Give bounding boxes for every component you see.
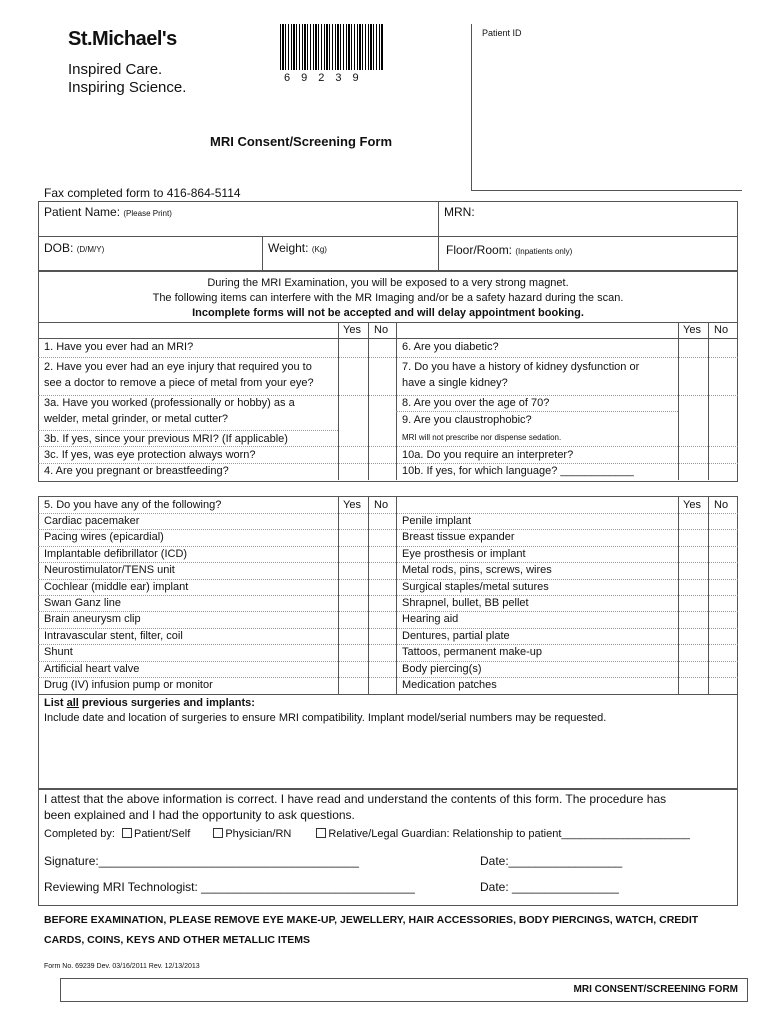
yes-header-right: Yes bbox=[683, 324, 701, 336]
implant-item-right: Breast tissue expander bbox=[402, 531, 515, 544]
yes-header-left: Yes bbox=[343, 324, 361, 336]
implant-item-right: Penile implant bbox=[402, 515, 472, 527]
no-header-implants-left: No bbox=[374, 499, 389, 511]
implant-row-divider bbox=[38, 513, 738, 514]
tagline-line2: Inspiring Science. bbox=[68, 79, 187, 96]
floor-room-field[interactable]: Floor/Room: (Inpatients only) bbox=[446, 243, 573, 257]
before-exam-line2: CARDS, COINS, KEYS AND OTHER METALLIC ITEMS bbox=[44, 934, 311, 946]
question-2-line1: 2. Have you ever had an eye injury that required you to bbox=[44, 361, 312, 373]
patient-id-label: Patient ID bbox=[482, 28, 522, 38]
question-9-note: MRI will not prescribe nor dispense sedation. bbox=[402, 433, 562, 442]
dob-field[interactable]: DOB: (D/M/Y) bbox=[44, 241, 105, 255]
technologist-date-field[interactable]: Date: ________________ bbox=[480, 880, 619, 894]
surgeries-note: Include date and location of surgeries to ensure MRI compatibility. Implant model/serial numbers may be requested. bbox=[44, 712, 607, 724]
implant-item-left: Cardiac pacemaker bbox=[44, 515, 140, 527]
question-3a-line2: welder, metal grinder, or metal cutter? bbox=[44, 413, 229, 425]
fax-instruction: Fax completed form to 416-864-5114 bbox=[44, 186, 241, 200]
implant-item-right: Hearing aid bbox=[402, 613, 459, 626]
implant-item-right: Shrapnel, bullet, BB pellet bbox=[402, 597, 529, 609]
implant-row-divider bbox=[38, 611, 738, 612]
implant-item-right: Dentures, partial plate bbox=[402, 629, 510, 642]
mrn-field[interactable]: MRN: bbox=[444, 205, 475, 219]
warning-line2: The following items can interfere with the MR Imaging and/or be a safety hazard during the scan. bbox=[152, 292, 624, 304]
implant-item-left: Neurostimulator/TENS unit bbox=[44, 564, 175, 577]
org-name: St.Michael's bbox=[68, 28, 177, 50]
attest-line2: been explained and I had the opportunity to ask questions. bbox=[44, 808, 355, 822]
implant-item-right: Surgical staples/metal sutures bbox=[402, 580, 549, 593]
no-header-right: No bbox=[714, 324, 729, 336]
implant-item-right: Eye prosthesis or implant bbox=[402, 547, 526, 560]
footer-title: MRI CONSENT/SCREENING FORM bbox=[573, 984, 738, 995]
implant-item-left: Drug (IV) infusion pump or monitor bbox=[44, 679, 213, 691]
question-8: 8. Are you over the age of 70? bbox=[402, 397, 550, 409]
warning-line1: During the MRI Examination, you will be exposed to a very strong magnet. bbox=[207, 277, 569, 289]
implant-row-divider bbox=[38, 529, 738, 530]
checkbox-icon[interactable] bbox=[213, 828, 223, 838]
question-10a: 10a. Do you require an interpreter? bbox=[402, 449, 574, 461]
implants-heading: 5. Do you have any of the following? bbox=[44, 499, 222, 511]
implant-row-divider bbox=[38, 677, 738, 678]
form-title: MRI Consent/Screening Form bbox=[210, 134, 393, 149]
implant-item-right: Medication patches bbox=[402, 679, 497, 691]
yes-header-implants-left: Yes bbox=[343, 499, 361, 511]
checkbox-icon[interactable] bbox=[122, 828, 132, 838]
relative-guardian-option[interactable]: Relative/Legal Guardian: Relationship to patient_____________________ bbox=[316, 828, 689, 840]
patient-id-box bbox=[471, 24, 742, 191]
weight-field[interactable]: Weight: (Kg) bbox=[268, 241, 327, 255]
implant-item-left: Shunt bbox=[44, 646, 73, 659]
question-9: 9. Are you claustrophobic? bbox=[402, 414, 532, 426]
implant-item-left: Intravascular stent, filter, coil bbox=[44, 629, 183, 642]
org-tagline bbox=[68, 61, 186, 97]
implant-row-divider bbox=[38, 595, 738, 596]
question-2-line2: see a doctor to remove a piece of metal from your eye? bbox=[44, 377, 314, 389]
no-header-implants-right: No bbox=[714, 499, 729, 511]
implant-item-left: Swan Ganz line bbox=[44, 597, 122, 609]
question-7-line2: have a single kidney? bbox=[402, 377, 508, 389]
yes-header-implants-right: Yes bbox=[683, 499, 701, 511]
question-3a-line1: 3a. Have you worked (professionally or hobby) as a bbox=[44, 397, 295, 409]
checkbox-icon[interactable] bbox=[316, 828, 326, 838]
implant-item-left: Artificial heart valve bbox=[44, 662, 140, 675]
implant-item-left: Implantable defibrillator (ICD) bbox=[44, 547, 188, 560]
question-10b: 10b. If yes, for which language? ____________ bbox=[402, 465, 634, 477]
completed-by-row bbox=[44, 828, 690, 840]
barcode-number: 69239 bbox=[284, 72, 370, 84]
patient-name-field[interactable]: Patient Name: (Please Print) bbox=[44, 205, 172, 219]
question-3c: 3c. If yes, was eye protection always worn? bbox=[44, 449, 256, 461]
implant-item-right: Metal rods, pins, screws, wires bbox=[402, 564, 552, 577]
surgeries-label: List all previous surgeries and implants: bbox=[44, 697, 255, 709]
tagline-line1: Inspired Care. bbox=[68, 61, 163, 78]
before-exam-line1: BEFORE EXAMINATION, PLEASE REMOVE EYE MAKE-UP, JEWELLERY, HAIR ACCESSORIES, BODY PIERCINGS, WATCH, CREDIT bbox=[44, 914, 699, 926]
implant-item-left: Brain aneurysm clip bbox=[44, 613, 141, 626]
implant-item-left: Pacing wires (epicardial) bbox=[44, 531, 164, 544]
implant-row-divider bbox=[38, 644, 738, 645]
implant-row-divider bbox=[38, 628, 738, 629]
technologist-field[interactable]: Reviewing MRI Technologist: ________________________________ bbox=[44, 880, 415, 894]
implant-row-divider bbox=[38, 661, 738, 662]
completed-by-label: Completed by: bbox=[44, 828, 115, 840]
question-1: 1. Have you ever had an MRI? bbox=[44, 341, 194, 353]
no-header-left: No bbox=[374, 324, 389, 336]
signature-date-field[interactable]: Date:_________________ bbox=[480, 854, 623, 868]
physician-rn-option[interactable]: Physician/RN bbox=[213, 828, 291, 840]
question-3b: 3b. If yes, since your previous MRI? (If applicable) bbox=[44, 433, 288, 445]
patient-self-option[interactable]: Patient/Self bbox=[122, 828, 190, 840]
implant-item-right: Body piercing(s) bbox=[402, 662, 482, 675]
implant-row-divider bbox=[38, 546, 738, 547]
implant-item-right: Tattoos, permanent make-up bbox=[402, 646, 543, 659]
implant-row-divider bbox=[38, 562, 738, 563]
implant-item-left: Cochlear (middle ear) implant bbox=[44, 580, 189, 593]
barcode-image bbox=[280, 24, 384, 70]
warning-line3: Incomplete forms will not be accepted and will delay appointment booking. bbox=[192, 307, 584, 319]
question-4: 4. Are you pregnant or breastfeeding? bbox=[44, 465, 229, 477]
attest-line1: I attest that the above information is correct. I have read and understand the contents of this form. The procedure has bbox=[44, 792, 667, 806]
implant-row-divider bbox=[38, 579, 738, 580]
form-number: Form No. 69239 Dev. 03/16/2011 Rev. 12/13/2013 bbox=[44, 963, 200, 970]
question-6: 6. Are you diabetic? bbox=[402, 341, 499, 353]
question-7-line1: 7. Do you have a history of kidney dysfunction or bbox=[402, 361, 640, 373]
signature-field[interactable]: Signature:_______________________________________ bbox=[44, 854, 359, 868]
